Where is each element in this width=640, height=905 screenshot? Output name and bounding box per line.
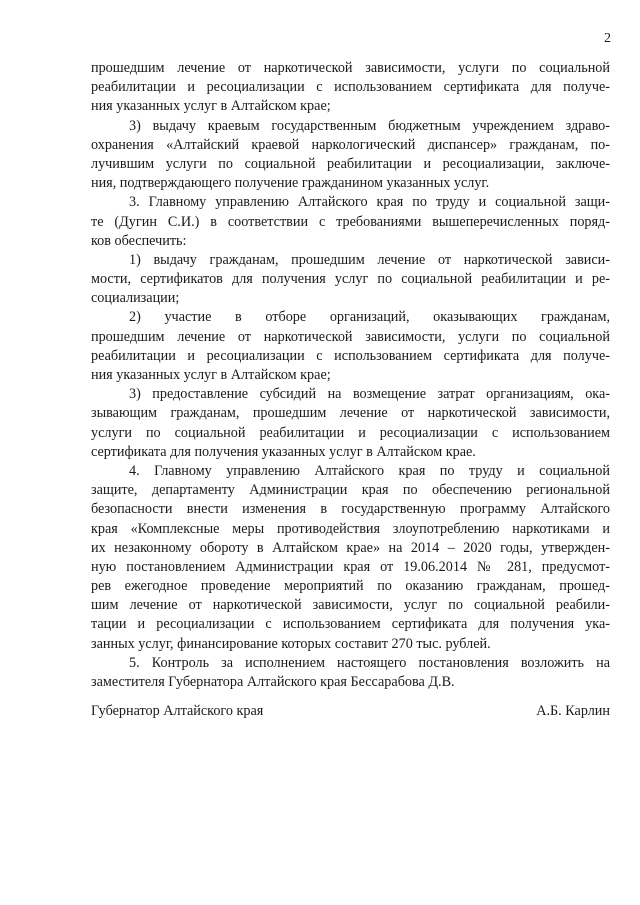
- text-line: 4. Главному управлению Алтайского края по труду и социальной: [129, 462, 610, 479]
- paragraph: [91, 654, 610, 692]
- text-line: 2) участие в отборе организаций, оказывающих гражданам,: [129, 309, 610, 326]
- paragraph: [91, 251, 610, 309]
- text-line: их незаконному обороту в Алтайском крае» на 2014 – 2020 годы, утвержден-: [91, 539, 610, 556]
- signatory-title: Губернатор Алтайского края: [91, 703, 264, 719]
- paragraph: [91, 59, 610, 117]
- text-line: края «Комплексные меры противодействия злоупотреблению наркотиками и: [91, 520, 610, 537]
- paragraph: [91, 385, 610, 462]
- text-line: те (Дугин С.И.) в соответствии с требованиями вышеперечисленных поряд-: [91, 213, 610, 230]
- text-line: зывающим гражданам, прошедшим лечение от наркотической зависимости,: [91, 405, 610, 422]
- paragraph: [91, 117, 610, 194]
- signatory-name: А.Б. Карлин: [536, 703, 610, 719]
- text-line: безопасности внести изменения в государственную программу Алтайского: [91, 501, 610, 518]
- text-line: 3) предоставление субсидий на возмещение затрат организациям, ока-: [129, 386, 610, 403]
- text-line: ния указанных услуг в Алтайском крае;: [91, 98, 331, 115]
- text-line: реабилитации и ресоциализации с использованием сертификата для получе-: [91, 347, 610, 364]
- text-line: занных услуг, финансирование которых составит 270 тыс. рублей.: [91, 635, 491, 652]
- signature-block: [91, 703, 610, 723]
- text-line: ков обеспечить:: [91, 232, 187, 249]
- text-line: 3. Главному управлению Алтайского края по труду и социальной защи-: [129, 194, 610, 211]
- text-line: тации и ресоциализации с использованием сертификата для получения ука-: [91, 616, 610, 633]
- text-line: ния указанных услуг в Алтайском крае;: [91, 367, 331, 383]
- text-line: 1) выдачу гражданам, прошедшим лечение от наркотической зависи-: [129, 251, 610, 268]
- text-line: прошедшим лечение от наркотической зависимости, услуги по социальной: [91, 60, 610, 76]
- text-line: социализации;: [91, 290, 180, 307]
- text-line: 5. Контроль за исполнением настоящего постановления возложить на: [129, 654, 610, 671]
- text-line: шим лечение от наркотической зависимости, услуг по социальной реабили-: [91, 597, 610, 614]
- paragraph: [91, 308, 610, 385]
- text-line: рев ежегодное проведение мероприятий по оказанию гражданам, прошед-: [91, 578, 610, 595]
- text-line: ную постановлением Администрации края от 19.06.2014 № 281, предусмот-: [91, 558, 610, 575]
- text-line: защите, департаменту Администрации края по обеспечению региональной: [91, 482, 610, 499]
- text-line: услуги по социальной реабилитации и ресоциализации с использованием: [91, 424, 610, 441]
- text-line: реабилитации и ресоциализации с использованием сертификата для получе-: [91, 79, 610, 96]
- text-line: лучившим услуги по социальной реабилитации и ресоциализации, заключе-: [91, 155, 610, 172]
- text-line: мости, сертификатов для получения услуг по социальной реабилитации и ре-: [91, 271, 610, 288]
- text-line: ния, подтверждающего получение гражданином указанных услуг.: [91, 175, 490, 192]
- text-line: прошедшим лечение от наркотической зависимости, услуги по социальной: [91, 328, 610, 345]
- paragraph: [91, 462, 610, 654]
- document-body: [91, 59, 610, 692]
- text-line: заместителя Губернатора Алтайского края Бессарабова Д.В.: [91, 674, 455, 690]
- text-line: 3) выдачу краевым государственным бюджетным учреждением здраво-: [129, 117, 610, 134]
- text-line: охранения «Алтайский краевой наркологический диспансер» гражданам, по-: [91, 136, 610, 153]
- page-number: 2: [604, 31, 611, 46]
- paragraph: [91, 193, 610, 251]
- text-line: сертификата для получения указанных услуг в Алтайском крае.: [91, 443, 476, 460]
